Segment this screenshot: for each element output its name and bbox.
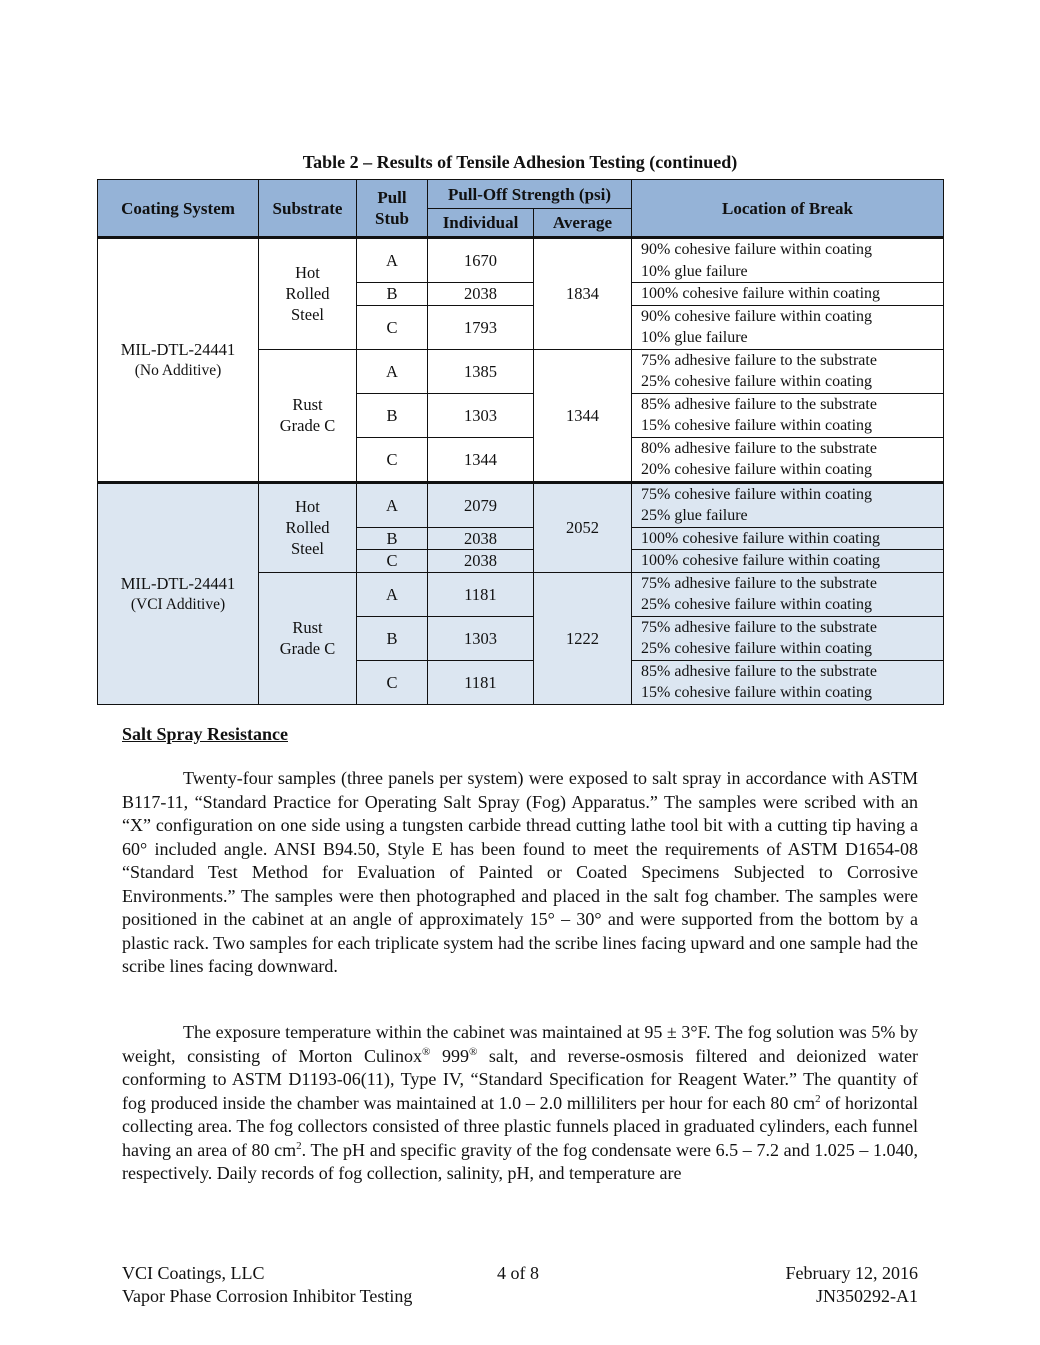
location-line: 90% cohesive failure within coating (641, 241, 873, 258)
individual-strength-cell: 1303 (428, 393, 534, 437)
individual-strength-cell: 2038 (428, 283, 534, 306)
location-line: 20% cohesive failure within coating (641, 461, 873, 478)
footer-page-number: 4 of 8 (497, 1263, 539, 1283)
coating-system-name: MIL-DTL-24441 (120, 573, 236, 593)
location-line: 75% adhesive failure to the substrate (641, 618, 877, 636)
coating-system-name: MIL-DTL-24441 (120, 339, 236, 359)
table-row (98, 482, 944, 527)
registered-mark: ® (468, 1045, 478, 1058)
individual-strength-cell: 1181 (428, 660, 534, 704)
substrate-name-line: Grade C (279, 416, 336, 435)
location-line: 25% glue failure (641, 507, 748, 524)
superscript-2: 2 (296, 1139, 302, 1152)
substrate-name-line: Rolled (285, 518, 330, 537)
group-no-additive (98, 238, 944, 483)
location-line: 100% cohesive failure within coating (641, 529, 881, 547)
location-line: 75% cohesive failure within coating (641, 485, 873, 503)
location-line: 10% glue failure (641, 262, 748, 280)
substrate-cell (259, 238, 357, 350)
substrate-cell (259, 572, 357, 704)
pull-stub-cell: A (357, 482, 428, 527)
header-individual: Individual (428, 209, 534, 238)
pull-stub-cell: C (357, 660, 428, 704)
location-line: 85% adhesive failure to the substrate (641, 662, 877, 680)
header-average: Average (534, 209, 632, 238)
location-line: 85% adhesive failure to the substrate (641, 395, 877, 413)
paragraph-1: Twenty-four samples (three panels per system) were exposed to salt spray in accordance with ASTM B117-11, “Standard Practice for Operating Salt Spray (Fog) Apparatus.” The samples were scribed with an “X” configuration on one side using a tungsten carbide thread cutting lathe tool bit with a cutting tip having a 60° included angle. ANSI B94.50, Style E has been found to meet the requirements of ASTM D1654-08 “Standard Test Method for Evaluation of Painted or Coated Specimens Subjected to Corrosive Environments.” The samples were then photographed and placed in the salt fog chamber. The samples were positioned in the cabinet at an angle of approximately 15° – 30° and were supported from the bottom by a plastic rack. Two samples for each triplicate system had the scribe lines facing upward and one sample had the scribe lines facing downward. (122, 768, 918, 976)
pull-stub-cell: B (357, 616, 428, 660)
individual-strength-cell: 2079 (428, 482, 534, 527)
pull-stub-cell: B (357, 393, 428, 437)
individual-strength-cell: 1793 (428, 305, 534, 349)
coating-system-note: (VCI Additive) (130, 595, 226, 613)
pull-stub-cell: B (357, 527, 428, 550)
individual-strength-cell: 1181 (428, 572, 534, 616)
location-line: 100% cohesive failure within coating (641, 552, 881, 569)
substrate-name-line: Steel (291, 539, 324, 558)
location-line: 10% glue failure (641, 329, 748, 346)
coating-system-note: (No Additive) (134, 361, 222, 379)
pull-stub-cell: A (357, 238, 428, 283)
individual-strength-cell: 1344 (428, 437, 534, 482)
group-vci-additive (98, 482, 944, 704)
location-of-break-cell (632, 482, 944, 527)
pull-stub-cell: C (357, 437, 428, 482)
average-strength-cell: 1834 (534, 238, 632, 350)
substrate-cell (259, 349, 357, 482)
location-line: 80% adhesive failure to the substrate (641, 439, 877, 457)
location-of-break-cell (632, 238, 944, 283)
individual-strength-cell: 2038 (428, 527, 534, 550)
header-substrate: Substrate (259, 180, 357, 238)
substrate-name-line: Hot (295, 263, 320, 283)
section-heading: Salt Spray Resistance (122, 724, 288, 744)
header-pull-stub: Pull Stub (357, 180, 428, 238)
footer-company: VCI Coatings, LLC (122, 1263, 265, 1283)
substrate-name-line: Steel (291, 305, 324, 325)
pull-stub-cell: B (357, 283, 428, 306)
location-line: 25% cohesive failure within coating (641, 640, 873, 657)
header-location-of-break: Location of Break (632, 180, 944, 238)
location-of-break-cell (632, 572, 944, 616)
location-of-break-cell (632, 660, 944, 704)
location-of-break-cell (632, 349, 944, 393)
header-coating-system: Coating System (98, 180, 259, 238)
registered-mark: ® (421, 1045, 431, 1058)
substrate-name-line: Grade C (279, 639, 336, 658)
location-line: 90% cohesive failure within coating (641, 307, 873, 325)
coating-system-cell (98, 238, 259, 483)
individual-strength-cell: 2038 (428, 550, 534, 573)
pull-stub-cell: C (357, 550, 428, 573)
header-pull-off-strength: Pull-Off Strength (psi) (428, 180, 632, 209)
location-line: 100% cohesive failure within coating (641, 285, 881, 302)
location-of-break-cell (632, 305, 944, 349)
individual-strength-cell: 1303 (428, 616, 534, 660)
location-line: 15% cohesive failure within coating (641, 417, 873, 434)
location-of-break-cell (632, 527, 944, 550)
location-of-break-cell (632, 437, 944, 482)
footer-date: February 12, 2016 (785, 1263, 918, 1283)
tensile-adhesion-table (97, 179, 944, 705)
paragraph-2: The exposure temperature within the cabinet was maintained at 95 ± 3°F. The fog solution was 5% by weight, consisting of Morton Culinox® 999® salt, and reverse-osmosis filtered and deionized water conforming to ASTM D1193-06(11), Type IV, “Standard Specification for Reagent Water.” The quantity of fog produced inside the chamber was maintained at 1.0 – 2.0 milliliters per hour for each 80 $cm^2$ of horizontal collecting area. The fog collectors consisted of three plastic funnels placed in graduated cylinders, each funnel having an area of 80 $cm^2$. The pH and specific gravity of the fog condensate were 6.5 – 7.2 and 1.025 – 1.040, respectively. Daily records of fog collection, salinity, pH, and temperature are (122, 1022, 919, 1183)
average-strength-cell: 2052 (534, 482, 632, 572)
substrate-name-line: Hot (295, 497, 320, 516)
location-line: 25% cohesive failure within coating (641, 373, 873, 390)
average-strength-cell: 1222 (534, 572, 632, 704)
pull-stub-cell: C (357, 305, 428, 349)
location-line: 15% cohesive failure within coating (641, 684, 873, 701)
pull-stub-cell: A (357, 349, 428, 393)
pull-stub-cell: A (357, 572, 428, 616)
location-of-break-cell (632, 393, 944, 437)
location-line: 25% cohesive failure within coating (641, 596, 873, 613)
footer-report-title: Vapor Phase Corrosion Inhibitor Testing (122, 1286, 413, 1306)
substrate-name-line: Rust (292, 618, 323, 637)
substrate-cell (259, 482, 357, 572)
superscript-2: 2 (815, 1092, 821, 1105)
coating-system-cell (98, 482, 259, 704)
table-caption: Table 2 – Results of Tensile Adhesion Testing (continued) (302, 152, 738, 172)
location-line: 75% adhesive failure to the substrate (641, 351, 877, 369)
location-of-break-cell (632, 616, 944, 660)
average-strength-cell: 1344 (534, 349, 632, 482)
individual-strength-cell: 1385 (428, 349, 534, 393)
footer-job-number: JN350292-A1 (816, 1286, 918, 1306)
individual-strength-cell: 1670 (428, 238, 534, 283)
substrate-name-line: Rust (292, 395, 323, 414)
location-of-break-cell (632, 550, 944, 573)
location-line: 75% adhesive failure to the substrate (641, 574, 877, 592)
substrate-name-line: Rolled (285, 284, 330, 304)
table-row (98, 238, 944, 283)
location-of-break-cell (632, 283, 944, 306)
